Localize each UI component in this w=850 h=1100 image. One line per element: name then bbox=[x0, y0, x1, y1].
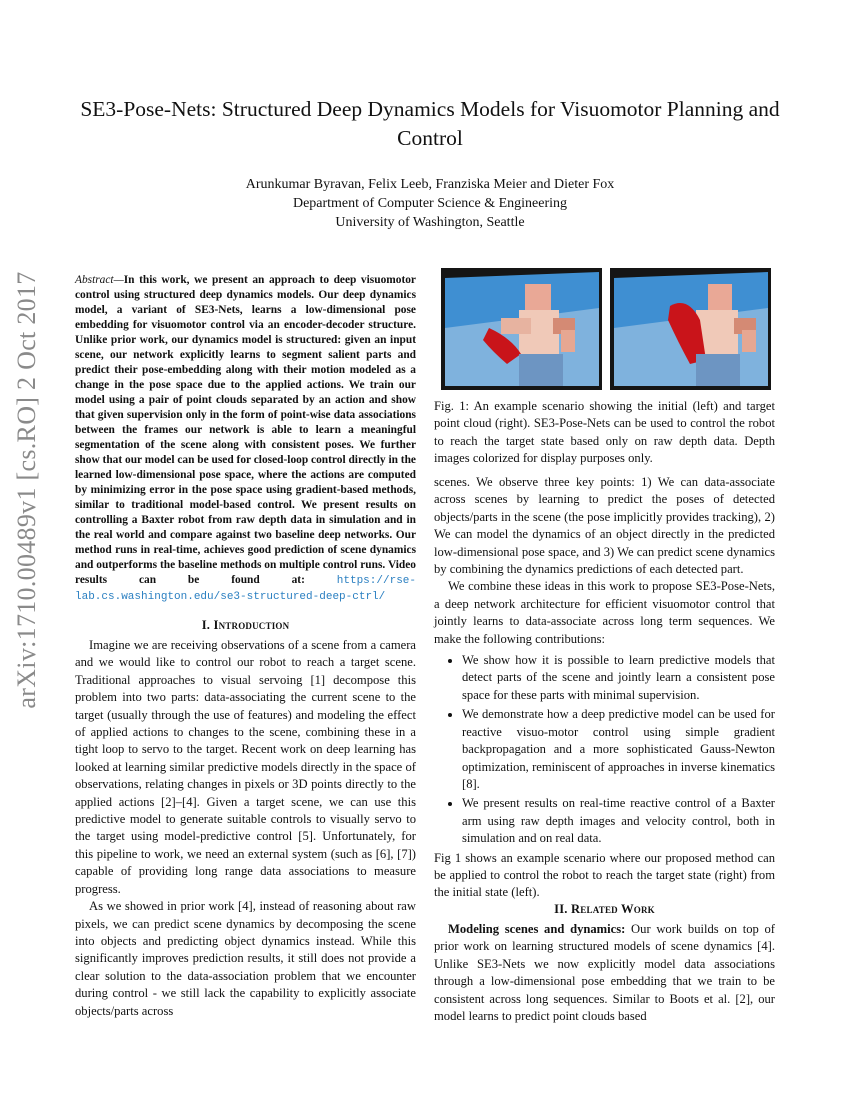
right-paragraph-2: We combine these ideas in this work to propose SE3-Pose-Nets, a deep network architecture for efficient visuomotor control that jointly learns to data-associate across long term sequences. We make the following contributions: bbox=[434, 579, 775, 646]
target-point-cloud-image bbox=[610, 268, 771, 390]
related-text: Our work builds on top of prior work on learning structured models of scene dynamics [4]. Unlike SE3-Nets we now explicitly model data associations through a low-dimensional pose embedding that we train to be consistent across long sequences. Similar to Boots et al. [2], our model learns to predict point clouds based bbox=[434, 922, 775, 1024]
video-link[interactable]: https://rse-lab.cs.washington.edu/se3-structured-deep-ctrl/ bbox=[75, 575, 416, 603]
university: University of Washington, Seattle bbox=[335, 215, 525, 230]
department: Department of Computer Science & Engineering bbox=[292, 196, 568, 211]
intro-paragraph-1: Imagine we are receiving observations of a scene from a camera and we would like to control our robot to reach a target scene. Traditional approaches to visual servoing [1] decompose this problem into two parts: data-associating the current scene to the target (usually through the use of features) and modeling the effect of applied actions to changes to the scene, combining these in a tight loop to servo to the target. Recent work on deep learning has looked at learning similar predictive models directly in the space of observations, relating changes in pixels or 3D points directly to the applied actions [2]–[4]. Given a target scene, we can use this predictive model to generate suitable controls to visually servo to the target using model-predictive control [5]. Unfortunately, for this pipeline to work, we need an external system (such as [6], [7]) capable of providing long range data associations to measure progress. bbox=[75, 638, 416, 896]
related-lead: Modeling scenes and dynamics: bbox=[448, 922, 626, 936]
right-column-body bbox=[434, 474, 775, 902]
section-heading-introduction: I. Introduction bbox=[201, 618, 290, 632]
figure-1 bbox=[441, 268, 771, 390]
figure-1-caption: Fig. 1: An example scenario showing the initial (left) and target point cloud (right). SE3-Pose-Nets can be used to control the robot to reach the target state based only on raw depth data. Depth images colorized for display purposes only. bbox=[434, 399, 775, 466]
intro-paragraph-2: As we showed in prior work [4], instead of reasoning about raw pixels, we can predict scene dynamics by decomposing the scene into objects and predicting object dynamics instead. While this significantly improves prediction results, it still does not provide a clear solution to the data-association problem that we encounter during control - we still lack the capability to explicitly associate objects/parts across bbox=[75, 899, 416, 1018]
abstract-lead: Abstract— bbox=[75, 274, 124, 286]
contribution-item: • We demonstrate how a deep predictive model can be used for reactive visuo-motor control using simple gradient backpropagation and a more sophisticated Gauss-Newton optimization, reminiscent of approaches in inverse kinematics [8]. bbox=[462, 706, 775, 793]
authors: Arunkumar Byravan, Felix Leeb, Franziska Meier and Dieter Fox bbox=[245, 177, 615, 192]
arxiv-watermark: arXiv:1710.00489v1 [cs.RO] 2 Oct 2017 bbox=[12, 271, 41, 709]
right-paragraph-3: Fig 1 shows an example scenario where our proposed method can be applied to control the robot to reach the target state (right) from the initial state (left). bbox=[434, 850, 775, 900]
paper-title: SE3-Pose-Nets: Structured Deep Dynamics Models for Visuomotor Planning and Control bbox=[80, 97, 780, 150]
contribution-item: • We show how it is possible to learn predictive models that detect parts of the scene and jointly learn a consistent pose space for these parts with minimal supervision. bbox=[462, 652, 775, 704]
abstract-text: In this work, we present an approach to deep visuomotor control using structured deep dynamics models. Our deep dynamics model, a variant of SE3-Nets, learns a low-dimensional pose embedding for visuomotor control via an encoder-decoder structure. Unlike prior work, our dynamics model is structured: given an input scene, our network explicitly learns to segment salient parts and predict their pose-embedding along with their motion modeled as a change in the pose space due to the applied actions. We train our model using a pair of point clouds separated by an action and show that given supervision only in the form of point-wise data associations between the frames our network is able to learn a meaningful segmentation of the scene along with consistent poses. We further show that our model can be used for closed-loop control directly in the learned low-dimensional pose space, where the actions are computed by minimizing error in the pose space using gradient-based methods, similar to traditional model-based control. We present results on controlling a Baxter robot from raw depth data in simulation and in the real world and compare against two baseline deep networks. Our method runs in real-time, achieves good prediction of scene dynamics and outperforms the baseline methods on multiple control runs. Video results can be found at: bbox=[75, 274, 416, 586]
related-paragraph bbox=[434, 921, 775, 1025]
introduction-body bbox=[75, 637, 416, 1020]
abstract bbox=[75, 273, 416, 605]
related-work-body bbox=[434, 921, 775, 1025]
initial-point-cloud-image bbox=[441, 268, 602, 390]
contributions-list bbox=[434, 652, 775, 847]
section-heading-related-work: II. Related Work bbox=[554, 902, 655, 916]
right-paragraph-1: scenes. We observe three key points: 1) We can data-associate across scenes by learning to predict the poses of detected objects/parts in the scene (the pose implicitly provides tracking), 2) We can model the dynamics of an object directly in the predicted low-dimensional pose space, and 3) We can predict scene dynamics by combining the dynamics predictions of each detected part. bbox=[434, 475, 775, 577]
contribution-item: • We present results on real-time reactive control of a Baxter arm using raw depth images and velocity control, both in simulation and on real data. bbox=[462, 795, 775, 847]
author-block bbox=[60, 175, 800, 232]
